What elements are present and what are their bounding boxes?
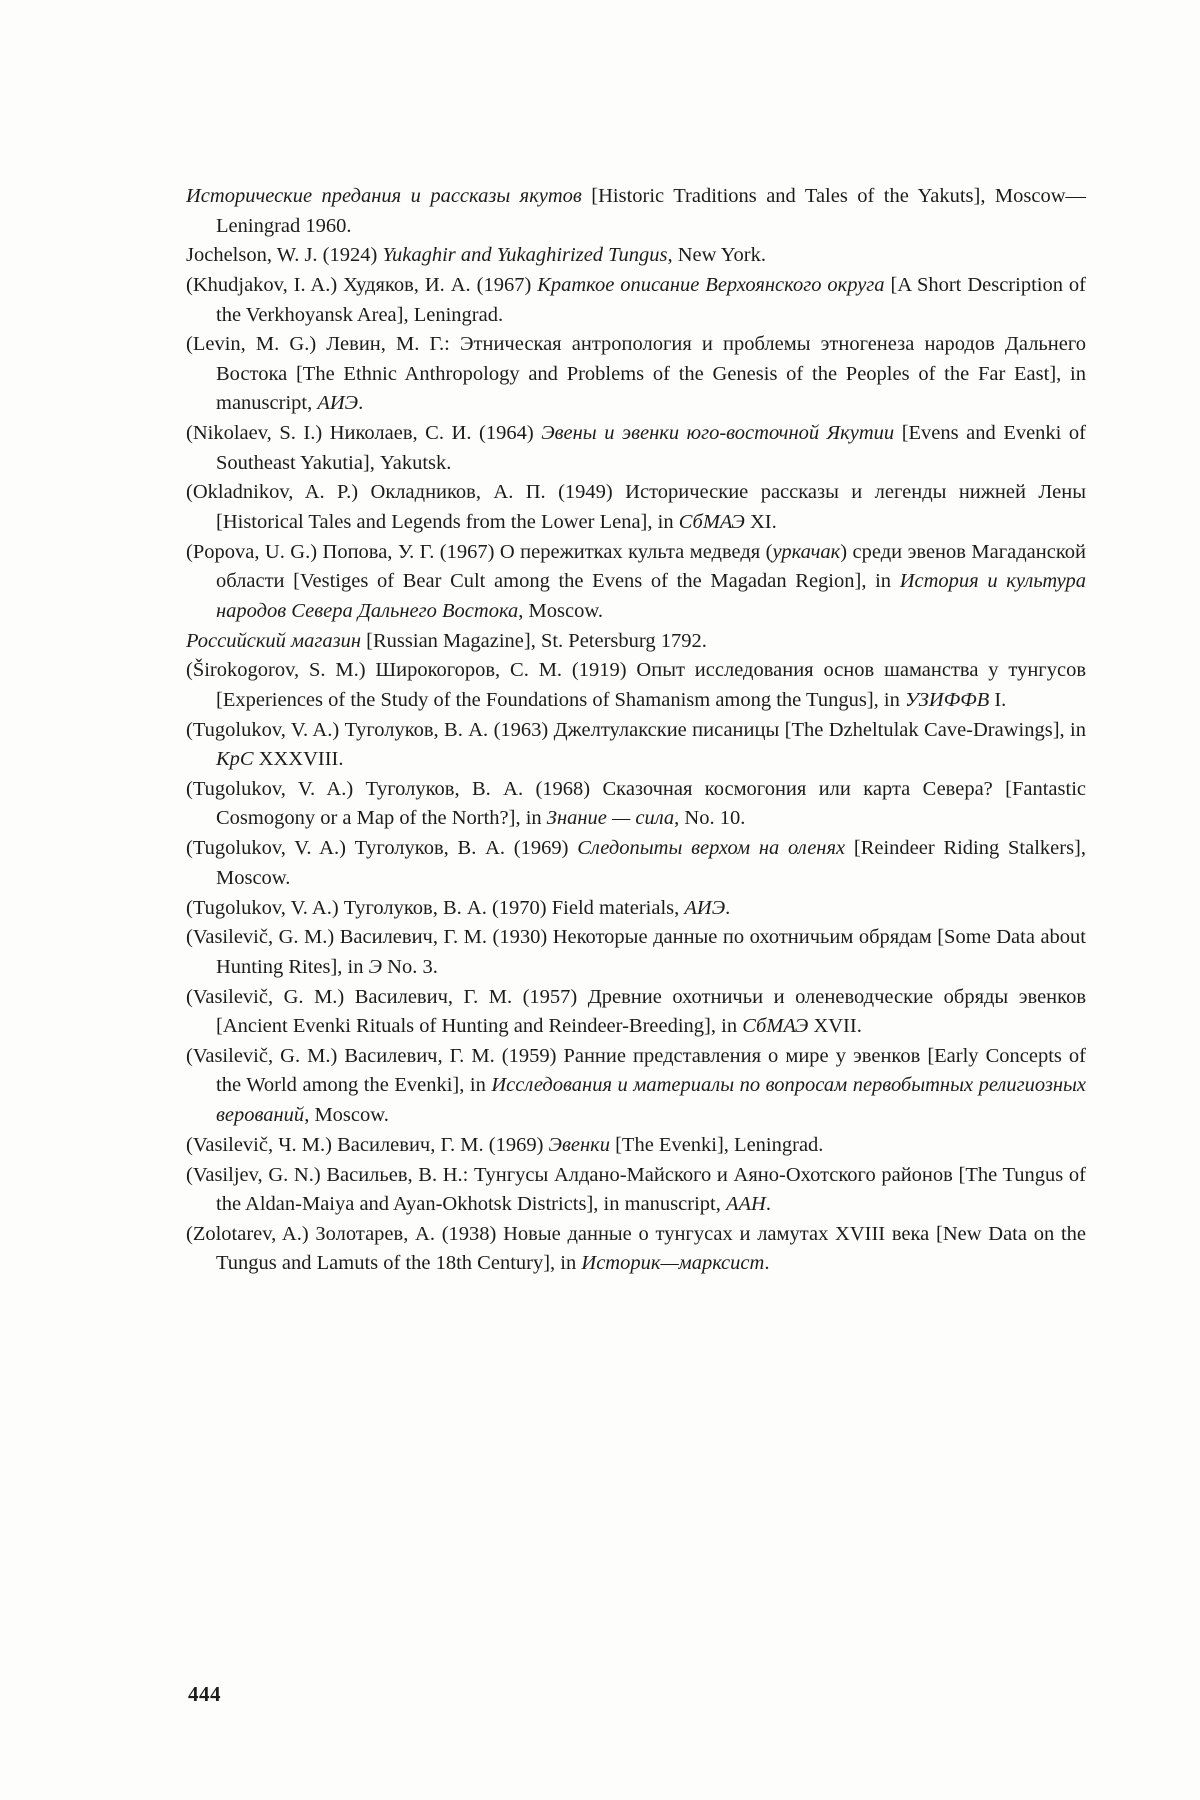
entry-title-italic: КрС: [216, 748, 254, 771]
bibliography-entry: [186, 627, 1086, 657]
entry-text: .: [764, 1252, 770, 1275]
entry-text: , New York.: [667, 244, 766, 267]
entry-title-italic: Эвенки: [548, 1133, 610, 1156]
entry-title-italic: Исследования и материалы по вопросам первобытных религиозных верований: [216, 1074, 1086, 1126]
entry-text: [Russian Magazine], St. Petersburg 1792.: [361, 629, 707, 652]
entry-title-italic: Исторические предания и рассказы якутов: [186, 185, 582, 207]
entry-text: (Zolotarev, A.) Золотарев, А. (1938) Новые данные о тунгусах и ламутах XVIII века [New Data on the Tungus and Lamuts of the 18th Century], in: [186, 1222, 1086, 1275]
entry-text: (Vasilevič, G. M.) Василевич, Г. М. (1959) Ранние представления о мире у эвенков [Early Concepts of the World among the Evenki], in: [186, 1044, 1086, 1097]
bibliography-entry: [186, 419, 1086, 478]
entry-title-italic: Yukaghir and Yukaghirized Tungus: [382, 244, 668, 267]
bibliography-entry: [186, 656, 1086, 715]
entry-title-italic: УЗИФФВ: [904, 688, 990, 711]
entry-title-italic: АИЭ: [684, 896, 726, 919]
bibliography-entry: [186, 241, 1086, 271]
entry-text: (Tugolukov, V. A.) Туголуков, В. А. (1970) Field materials,: [186, 896, 685, 919]
bibliography-entry: [186, 716, 1086, 775]
entry-text: XI.: [744, 510, 777, 533]
entry-text: (Tugolukov, V. A.) Туголуков, В. А. (1968) Сказочная космогония или карта Севера? [Fantastic Cosmogony or a Map of the North?], in: [186, 777, 1086, 830]
entry-text: [A Short Description of the Verkhoyansk Area], Leningrad.: [216, 274, 1086, 326]
entry-text: [Evens and Evenki of Southeast Yakutia], Yakutsk.: [216, 422, 1087, 474]
entry-title-italic: СбМАЭ: [742, 1015, 809, 1038]
entry-text: (Popova, U. G.) Попова, У. Г. (1967) О пережитках культа медведя (: [186, 540, 773, 563]
entry-text: , Moscow.: [304, 1103, 389, 1126]
entry-text: (Vasilevič, G. M.) Василевич, Г. М. (1930) Некоторые данные по охотничьим обрядам [Some Data about Hunting Rites], in: [186, 926, 1086, 978]
entry-title-italic: Историк—марксист: [581, 1252, 765, 1275]
bibliography-list: [186, 182, 1086, 1279]
page-number: 444: [188, 1682, 221, 1706]
entry-text: (Vasiljev, G. N.) Васильев, В. Н.: Тунгусы Алдано-Майского и Аяно-Охотского районов [The Tungus of the Aldan-Maiya and Ayan-Okhotsk Districts], in manuscript,: [186, 1163, 1086, 1216]
entry-title-italic: Эвены и эвенки юго-восточной Якутии: [541, 422, 895, 445]
entry-text: (Levin, M. G.) Левин, М. Г.: Этническая антропология и проблемы этногенеза народов Дальнего Востока [The Ethnic Anthropology and Problems of the Genesis of the Peoples of the Far East], in manuscript,: [186, 333, 1086, 415]
entry-text: , Moscow.: [518, 599, 603, 622]
entry-text: (Okladnikov, A. P.) Окладников, А. П. (1949) Исторические рассказы и легенды нижней Лены [Historical Tales and Legends from the Lower Lena], in: [186, 481, 1086, 533]
entry-text: [The Evenki], Leningrad.: [609, 1133, 824, 1156]
bibliography-entry: [186, 834, 1086, 893]
entry-title-italic: уркачак: [772, 540, 841, 563]
entry-text: .: [765, 1193, 771, 1216]
bibliography-entry: [186, 983, 1086, 1042]
entry-text: (Khudjakov, I. A.) Худяков, И. А. (1967): [186, 274, 538, 297]
bibliography-entry: [186, 923, 1086, 982]
entry-text: XVII.: [808, 1015, 862, 1038]
bibliography-entry: [186, 271, 1086, 330]
bibliography-entry: [186, 894, 1086, 924]
entry-title-italic: Э: [368, 955, 383, 978]
entry-text: [Reindeer Riding Stalkers], Moscow.: [216, 837, 1087, 889]
bibliography-entry: [186, 478, 1086, 537]
entry-text: No. 3.: [382, 955, 438, 978]
entry-text: Jochelson, W. J. (1924): [186, 244, 383, 267]
entry-title-italic: История и культура народов Севера Дальнего Востока: [216, 570, 1087, 622]
bibliography-entry: [186, 1042, 1086, 1131]
entry-text: ) среди эвенов Магаданской области [Vestiges of Bear Cult among the Evens of the Magadan Region], in: [216, 540, 1086, 593]
entry-title-italic: Российский магазин: [186, 629, 362, 652]
entry-text: [Historic Traditions and Tales of the Yakuts], Moscow—Leningrad 1960.: [216, 185, 1087, 237]
entry-title-italic: СбМАЭ: [678, 510, 745, 533]
entry-title-italic: Следопыты верхом на оленях: [577, 837, 846, 860]
entry-title-italic: ААН: [725, 1193, 766, 1216]
entry-text: .: [725, 896, 731, 919]
entry-title-italic: Краткое описание Верхоянского округа: [537, 274, 885, 297]
bibliography-entry: [186, 182, 1086, 241]
entry-text: .: [358, 392, 364, 415]
entry-title-italic: АИЭ: [317, 392, 359, 415]
entry-text: I.: [989, 688, 1007, 711]
entry-text: (Tugolukov, V. A.) Туголуков, В. А. (1969): [186, 837, 578, 860]
entry-text: (Širokogorov, S. M.) Широкогоров, С. М. (1919) Опыт исследования основ шаманства у тунгусов [Experiences of the Study of the Foundations of Shamanism among the Tungus], in: [186, 659, 1086, 711]
bibliography-entry: [186, 1131, 1086, 1161]
bibliography-entry: [186, 538, 1086, 627]
entry-text: (Tugolukov, V. A.) Туголуков, В. А. (1963) Джелтулакские писаницы [The Dzheltulak Cave-Drawings], in: [186, 718, 1086, 741]
bibliography-entry: [186, 330, 1086, 419]
bibliography-entry: [186, 1161, 1086, 1220]
bibliography-entry: [186, 1220, 1086, 1279]
entry-text: (Vasilevič, Ч. M.) Василевич, Г. М. (1969): [186, 1133, 549, 1156]
entry-text: , No. 10.: [674, 807, 746, 830]
entry-text: (Nikolaev, S. I.) Николаев, С. И. (1964): [186, 422, 542, 445]
entry-text: XXXVIII.: [253, 748, 344, 771]
entry-text: (Vasilevič, G. M.) Василевич, Г. М. (1957) Древние охотничьи и оленеводческие обряды эвенков [Ancient Evenki Rituals of Hunting and Reindeer-Breeding], in: [186, 985, 1086, 1038]
entry-title-italic: Знание — сила: [546, 807, 675, 830]
bibliography-entry: [186, 775, 1086, 834]
